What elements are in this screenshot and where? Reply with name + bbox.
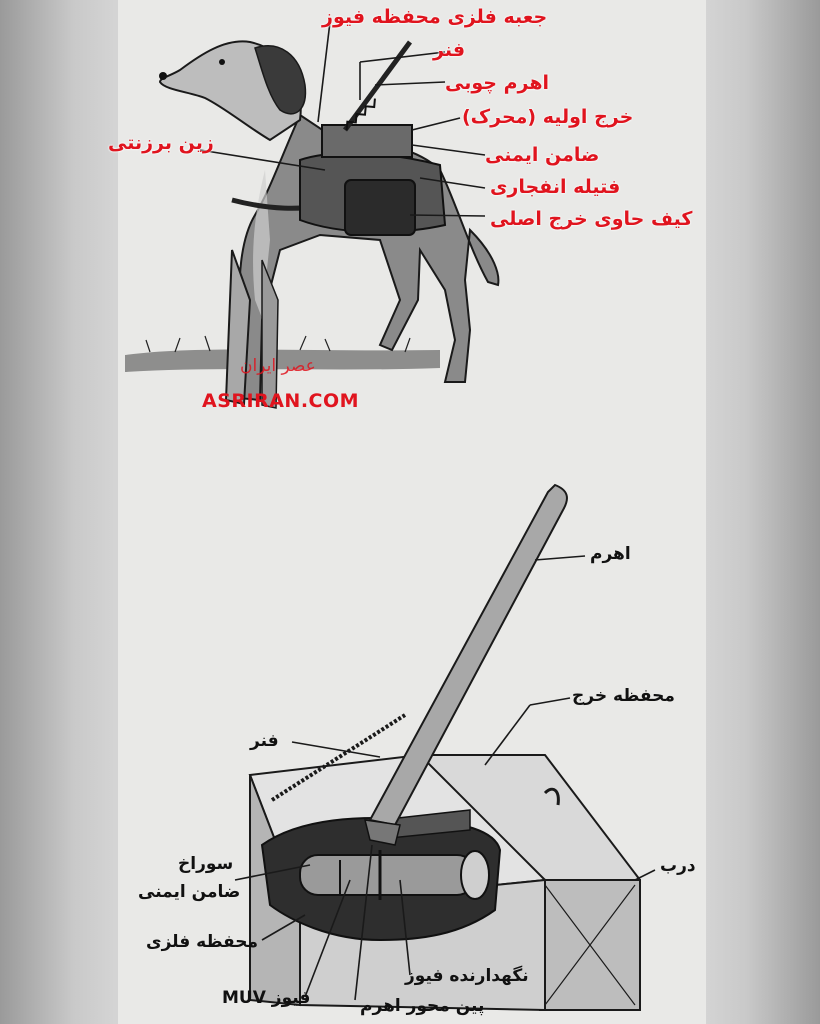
label-main-charge-bag: کیف حاوی خرج اصلی xyxy=(490,208,693,230)
label-lever-pivot-pin: پین محور اهرم xyxy=(360,996,485,1016)
label-primary-charge: خرج اولیه (محرک) xyxy=(462,106,634,128)
mechanism-illustration xyxy=(250,485,640,1010)
label-safety-hole-line1: سوراخ xyxy=(178,854,234,874)
label-spring-top: فنر xyxy=(433,39,466,61)
label-charge-case: محفظه خرج xyxy=(572,686,675,706)
label-canvas-saddle: زین برزنتی xyxy=(108,132,214,154)
label-safety-hole-line2: ضامن ایمنی xyxy=(138,882,241,902)
label-fuse-holder: نگهدارنده فیوز xyxy=(405,966,529,986)
label-spring-bottom: فنر xyxy=(250,731,279,751)
label-metal-case: محفظه فلزی xyxy=(146,932,259,952)
label-muv-fuse: فیوز MUV xyxy=(222,988,311,1008)
watermark-latin: ASRIRAN.COM xyxy=(202,390,360,412)
label-door: درب xyxy=(660,856,696,876)
label-detonating-cord: فتیله انفجاری xyxy=(490,176,621,198)
label-fuse-metal-box: جعبه فلزی محفظه فیوز xyxy=(322,6,548,28)
dog-illustration xyxy=(125,41,498,408)
watermark-persian: عصر ایران xyxy=(240,356,316,376)
label-lever: اهرم xyxy=(590,544,631,564)
label-safety-pin: ضامن ایمنی xyxy=(485,144,600,166)
label-wooden-lever: اهرم چوبی xyxy=(445,72,550,94)
